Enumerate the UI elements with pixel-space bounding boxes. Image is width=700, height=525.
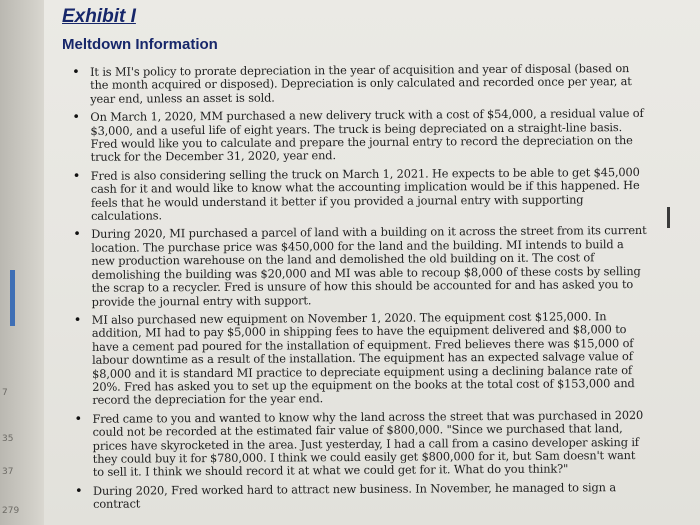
bullet-text: Fred came to you and wanted to know why the land across the street that was purchased in 2020 could not be recorded at the estimated fair value of $800,000. "Since we purchased that land, prices have skyrocketed in the area. Just yesterday, I had a call from a casino developer asking if they could buy it for $780,000. I think we could easily get $800,000 for it, but Sam doesn't want to sell it. I think we should record it at what we could get for it. What do you think?" (92, 407, 644, 480)
list-item (66, 107, 646, 165)
bullet-text: On March 1, 2020, MM purchased a new delivery truck with a cost of $54,000, a residual value of $3,000, and a useful life of eight years. The truck is being depreciated on a straight-line basis. Fred would like you to calculate and prepare the journal entry to record the depreciation on the truck for the December 31, 2020, year end. (90, 106, 644, 165)
list-item (67, 166, 647, 224)
bullet-icon: • (73, 312, 82, 328)
bullet-text: During 2020, Fred worked hard to attract new business. In November, he managed to sign a contract (92, 479, 617, 512)
list-item (68, 409, 648, 480)
bullet-icon: • (71, 64, 80, 80)
margin-number: 279 (2, 506, 20, 516)
bullet-text: MI also purchased new equipment on November 1, 2020. The equipment cost $125,000. In addition, MI had to pay $5,000 in shipping fees to have the equipment delivered and $8,000 to have a cement pad poured for the installation of equipment. Fred believes there was $15,000 of labour downtime as a result of the installation. The equipment has an expected salvage value of $8,000 and it is standard MI practice to depreciate equipment using a declining balance rate of 20%. Fred has asked you to set up the equipment on the books at the total cost of $153,000 and record the depreciation for the year end. (91, 309, 635, 408)
bullet-text: Fred is also considering selling the truck on March 1, 2021. He expects to be able to get $45,000 cash for it and would like to know what the accounting implication would be if this happened. He feels that he would understand it better if you provided a journal entry with supporting calculations. (90, 164, 640, 223)
section-subtitle: Meltdown Information (62, 36, 218, 53)
blue-margin-marker (10, 270, 15, 326)
bullet-icon: • (72, 110, 80, 126)
list-item (68, 310, 649, 408)
list-item (67, 224, 648, 308)
right-margin-marker (667, 207, 670, 228)
bullet-text: It is MI's policy to prorate depreciation in the year of acquisition and year of disposal (based on the month acquired or disposed). Depreciation is only calculated and recorded once per year, at year end, unless an asset is sold. (89, 61, 632, 106)
list-item (69, 481, 649, 512)
bullet-icon: • (72, 168, 81, 184)
margin-number: 37 (2, 467, 14, 477)
margin-number: 35 (2, 434, 14, 444)
bullet-icon: • (73, 227, 81, 243)
bullet-icon: • (74, 411, 83, 427)
exhibit-title: Exhibit I (62, 6, 136, 27)
bullet-list (66, 62, 649, 517)
bullet-icon: • (74, 483, 83, 499)
list-item (66, 62, 646, 106)
bullet-text: During 2020, MI purchased a parcel of land with a building on it across the street from its current location. The purchase price was $450,000 for the land and the building. MI intends to build a new production warehouse on the land and demolished the old building on it. The cost of demolishing the building was $20,000 and MI was able to recoup $8,000 of these costs by selling the scrap to a recycler. Fred is unsure of how this should be accounted for and has asked you to provide the journal entry with support. (91, 223, 647, 309)
left-page-margin (0, 0, 44, 525)
margin-number: 7 (2, 388, 8, 398)
